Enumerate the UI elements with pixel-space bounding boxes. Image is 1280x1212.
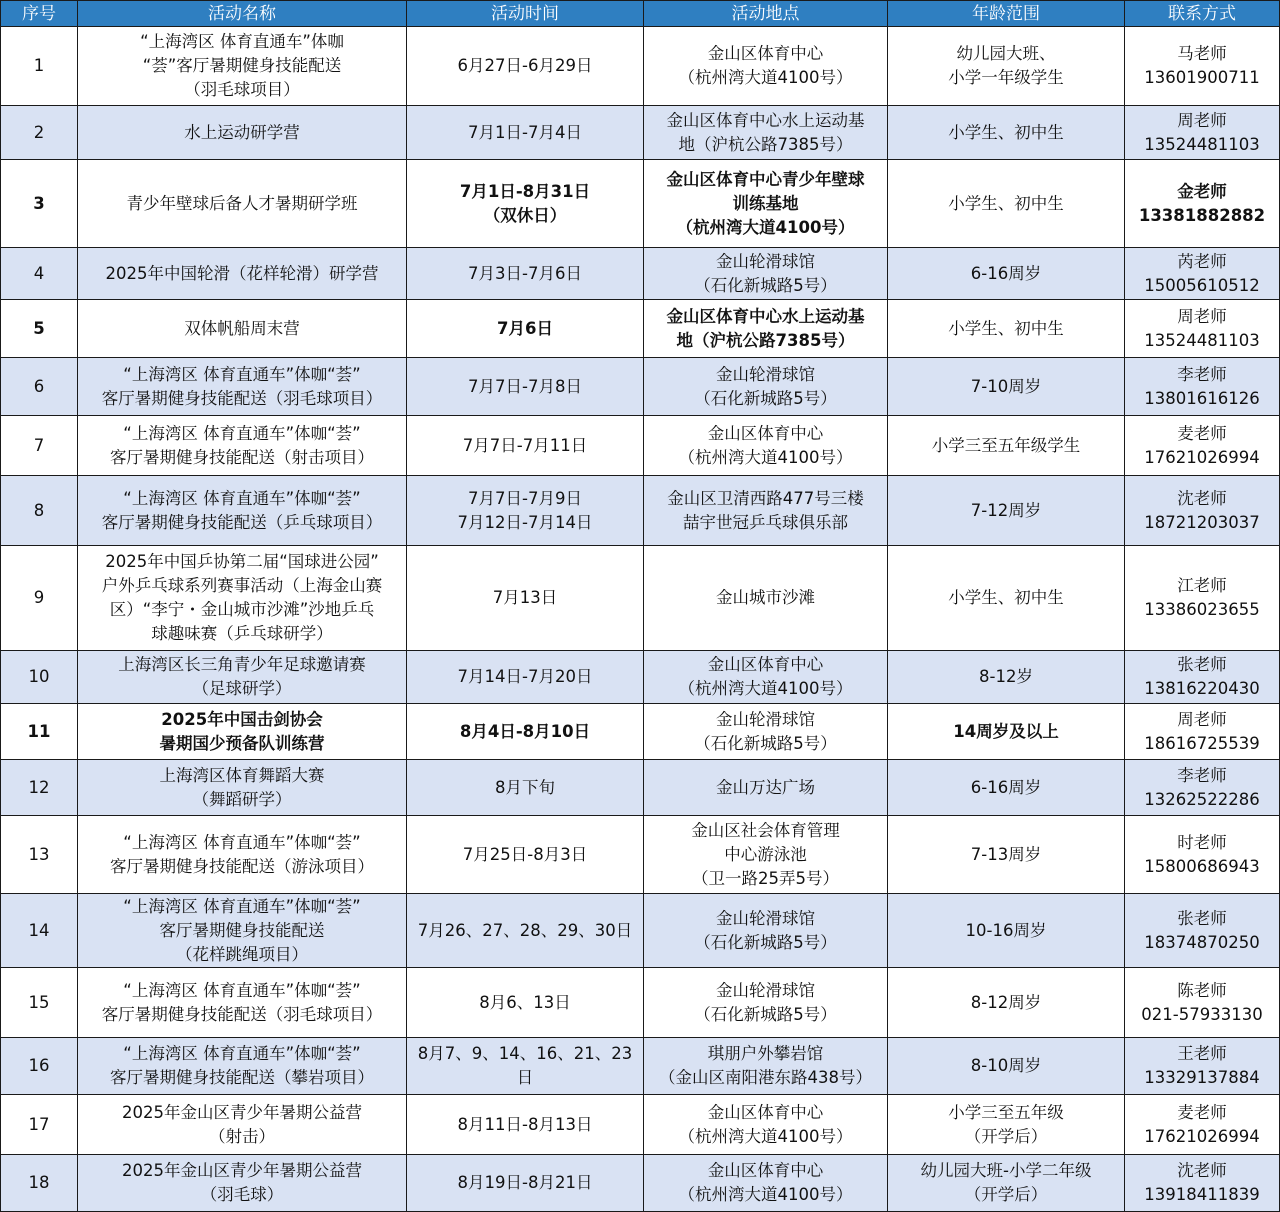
cell-name bbox=[78, 27, 407, 106]
cell-name bbox=[78, 651, 407, 704]
table-row bbox=[1, 358, 1280, 416]
cell-age bbox=[888, 1038, 1125, 1095]
cell-line: 金山轮滑球馆 bbox=[716, 908, 815, 928]
cell-place bbox=[644, 160, 888, 248]
cell-line: 金山城市沙滩 bbox=[716, 588, 815, 607]
cell-no: 13 bbox=[1, 816, 78, 894]
cell-place bbox=[644, 760, 888, 816]
cell-contact bbox=[1125, 968, 1280, 1038]
table-row bbox=[1, 760, 1280, 816]
cell-line: 金山轮滑球馆 bbox=[716, 364, 815, 384]
cell-line: （足球研学） bbox=[192, 679, 292, 698]
cell-line: 日 bbox=[516, 1068, 534, 1087]
cell-line: 时老师 bbox=[1177, 832, 1227, 852]
cell-line: 13801616126 bbox=[1144, 388, 1260, 408]
cell-line: 13329137884 bbox=[1144, 1068, 1260, 1087]
cell-name bbox=[78, 300, 407, 358]
cell-contact bbox=[1125, 300, 1280, 358]
cell-line: 13918411839 bbox=[1144, 1185, 1260, 1204]
cell-line: 训练基地 bbox=[732, 193, 799, 213]
cell-time bbox=[407, 546, 644, 651]
cell-place bbox=[644, 300, 888, 358]
cell-contact bbox=[1125, 1155, 1280, 1212]
cell-line: （羽毛球项目） bbox=[184, 80, 300, 99]
cell-line: 小学生、初中生 bbox=[948, 122, 1064, 142]
cell-line: 客厅暑期健身技能配送（羽毛球项目） bbox=[101, 1004, 383, 1024]
table-row bbox=[1, 704, 1280, 760]
cell-line: 13262522286 bbox=[1144, 789, 1260, 809]
cell-line: 金山区体育中心水上运动基 bbox=[666, 306, 865, 326]
cell-line: “上海湾区 体育直通车”体咖“荟” bbox=[123, 896, 361, 916]
table-row bbox=[1, 106, 1280, 160]
cell-line: 8月4日-8月10日 bbox=[459, 721, 591, 741]
cell-line: （杭州湾大道4100号） bbox=[678, 679, 853, 698]
cell-contact bbox=[1125, 546, 1280, 651]
cell-name bbox=[78, 968, 407, 1038]
cell-contact bbox=[1125, 1095, 1280, 1155]
cell-place bbox=[644, 651, 888, 704]
cell-line: （花样跳绳项目） bbox=[176, 944, 308, 964]
cell-place bbox=[644, 1155, 888, 1212]
cell-time bbox=[407, 760, 644, 816]
cell-contact bbox=[1125, 651, 1280, 704]
cell-line: 7月14日-7月20日 bbox=[457, 667, 593, 686]
cell-line: 金山区卫清西路477号三楼 bbox=[667, 488, 864, 508]
cell-time bbox=[407, 416, 644, 476]
cell-line: 8月19日-8月21日 bbox=[457, 1173, 593, 1192]
cell-line: 小学三至五年级 bbox=[948, 1102, 1064, 1122]
cell-time bbox=[407, 1155, 644, 1212]
cell-time bbox=[407, 1095, 644, 1155]
cell-place bbox=[644, 968, 888, 1038]
cell-line: 7月13日 bbox=[492, 588, 558, 607]
col-header-age: 年龄范围 bbox=[888, 1, 1125, 27]
cell-name bbox=[78, 546, 407, 651]
cell-line: 13386023655 bbox=[1144, 600, 1260, 619]
table-row bbox=[1, 160, 1280, 248]
cell-line: （杭州湾大道4100号） bbox=[678, 68, 853, 87]
cell-line: 水上运动研学营 bbox=[184, 122, 300, 142]
cell-name bbox=[78, 1038, 407, 1095]
cell-place bbox=[644, 106, 888, 160]
cell-line: 陈老师 bbox=[1177, 980, 1227, 1000]
cell-contact bbox=[1125, 358, 1280, 416]
cell-line: 客厅暑期健身技能配送 bbox=[159, 920, 325, 940]
cell-place bbox=[644, 894, 888, 968]
cell-line: 客厅暑期健身技能配送（乒乓球项目） bbox=[101, 512, 383, 532]
cell-time bbox=[407, 300, 644, 358]
cell-line: 金山区体育中心青少年壁球 bbox=[666, 169, 865, 189]
cell-line: （石化新城路5号） bbox=[694, 733, 837, 753]
cell-line: “上海湾区 体育直通车”体咖“荟” bbox=[123, 488, 361, 508]
cell-no: 1 bbox=[1, 27, 78, 106]
cell-line: 7月6日 bbox=[497, 318, 553, 338]
cell-time bbox=[407, 27, 644, 106]
cell-contact bbox=[1125, 816, 1280, 894]
cell-no: 9 bbox=[1, 546, 78, 651]
cell-line: 2025年中国轮滑（花样轮滑）研学营 bbox=[105, 263, 379, 283]
col-header-place: 活动地点 bbox=[644, 1, 888, 27]
cell-time bbox=[407, 704, 644, 760]
table-row bbox=[1, 248, 1280, 300]
cell-place bbox=[644, 358, 888, 416]
cell-line: 金山区社会体育管理 bbox=[691, 820, 840, 840]
cell-line: 马老师 bbox=[1177, 44, 1227, 63]
cell-line: “上海湾区 体育直通车”体咖 bbox=[140, 32, 344, 51]
cell-line: 2025年中国击剑协会 bbox=[161, 709, 323, 729]
cell-no: 10 bbox=[1, 651, 78, 704]
cell-place bbox=[644, 546, 888, 651]
cell-line: 麦老师 bbox=[1177, 1102, 1227, 1122]
table-row bbox=[1, 1095, 1280, 1155]
cell-line: 周老师 bbox=[1177, 709, 1227, 729]
cell-age bbox=[888, 416, 1125, 476]
cell-place bbox=[644, 704, 888, 760]
cell-line: 2025年中国乒协第二届“国球进公园” bbox=[105, 552, 379, 571]
cell-line: 沈老师 bbox=[1177, 1161, 1227, 1180]
table-row bbox=[1, 894, 1280, 968]
cell-line: 金山区体育中心 bbox=[707, 655, 824, 674]
cell-line: 金山万达广场 bbox=[716, 777, 815, 797]
cell-line: 8月6、13日 bbox=[479, 992, 571, 1012]
cell-name bbox=[78, 894, 407, 968]
cell-line: （石化新城路5号） bbox=[694, 1004, 837, 1024]
cell-time bbox=[407, 248, 644, 300]
cell-name bbox=[78, 416, 407, 476]
cell-line: （石化新城路5号） bbox=[694, 388, 837, 408]
cell-line: 7月26、27、28、29、30日 bbox=[417, 920, 633, 940]
cell-age bbox=[888, 358, 1125, 416]
cell-line: （金山区南阳港东路438号） bbox=[659, 1068, 872, 1087]
cell-no: 15 bbox=[1, 968, 78, 1038]
cell-place bbox=[644, 416, 888, 476]
cell-time bbox=[407, 106, 644, 160]
cell-line: 芮老师 bbox=[1177, 251, 1227, 271]
cell-line: （杭州湾大道4100号） bbox=[678, 1126, 853, 1146]
cell-line: 8-12周岁 bbox=[970, 992, 1042, 1012]
cell-age bbox=[888, 106, 1125, 160]
cell-line: 021-57933130 bbox=[1141, 1004, 1263, 1024]
table-row bbox=[1, 546, 1280, 651]
cell-name bbox=[78, 1155, 407, 1212]
cell-no: 18 bbox=[1, 1155, 78, 1212]
cell-line: 13381882882 bbox=[1138, 205, 1266, 225]
cell-line: “上海湾区 体育直通车”体咖“荟” bbox=[123, 1044, 361, 1063]
cell-contact bbox=[1125, 416, 1280, 476]
cell-line: 8月11日-8月13日 bbox=[457, 1114, 593, 1134]
cell-no: 16 bbox=[1, 1038, 78, 1095]
cell-line: （杭州湾大道4100号） bbox=[678, 447, 853, 467]
cell-place bbox=[644, 1095, 888, 1155]
cell-age bbox=[888, 894, 1125, 968]
cell-line: 金山区体育中心 bbox=[707, 1161, 824, 1180]
cell-line: 江老师 bbox=[1177, 576, 1227, 595]
cell-line: （开学后） bbox=[964, 1126, 1048, 1146]
cell-contact bbox=[1125, 248, 1280, 300]
cell-line: 6-16周岁 bbox=[970, 777, 1042, 797]
cell-no: 7 bbox=[1, 416, 78, 476]
cell-line: 李老师 bbox=[1177, 364, 1227, 384]
cell-place bbox=[644, 248, 888, 300]
cell-line: 金山区体育中心水上运动基 bbox=[666, 110, 865, 130]
cell-name bbox=[78, 358, 407, 416]
cell-no: 14 bbox=[1, 894, 78, 968]
cell-age bbox=[888, 300, 1125, 358]
cell-line: 区）“李宁・金山城市沙滩”沙地乒乓 bbox=[109, 600, 375, 619]
cell-line: 张老师 bbox=[1177, 655, 1227, 674]
cell-line: 2025年金山区青少年暑期公益营 bbox=[122, 1102, 362, 1122]
col-header-contact: 联系方式 bbox=[1125, 1, 1280, 27]
cell-line: 10-16周岁 bbox=[965, 920, 1047, 940]
cell-line: 7月25日-8月3日 bbox=[462, 844, 588, 864]
cell-line: 2025年金山区青少年暑期公益营 bbox=[122, 1161, 362, 1180]
cell-line: （开学后） bbox=[964, 1185, 1048, 1204]
cell-line: 周老师 bbox=[1177, 110, 1227, 130]
cell-line: 金老师 bbox=[1177, 181, 1227, 201]
cell-line: 8-10周岁 bbox=[970, 1056, 1042, 1075]
cell-line: 13524481103 bbox=[1144, 330, 1260, 350]
cell-line: 7月7日-7月8日 bbox=[468, 376, 582, 396]
cell-name bbox=[78, 476, 407, 546]
cell-line: （双休日） bbox=[483, 205, 567, 225]
cell-age bbox=[888, 476, 1125, 546]
cell-line: 青少年壁球后备人才暑期研学班 bbox=[126, 193, 358, 213]
cell-age bbox=[888, 704, 1125, 760]
cell-time bbox=[407, 160, 644, 248]
cell-line: 金山轮滑球馆 bbox=[716, 980, 815, 1000]
cell-line: （卫一路25弄5号） bbox=[692, 868, 839, 888]
cell-time bbox=[407, 1038, 644, 1095]
cell-line: （石化新城路5号） bbox=[694, 275, 837, 295]
cell-time bbox=[407, 816, 644, 894]
cell-contact bbox=[1125, 106, 1280, 160]
cell-name bbox=[78, 760, 407, 816]
cell-place bbox=[644, 1038, 888, 1095]
cell-line: 7月3日-7月6日 bbox=[468, 263, 582, 283]
cell-time bbox=[407, 894, 644, 968]
cell-line: 18374870250 bbox=[1144, 932, 1260, 952]
cell-line: “上海湾区 体育直通车”体咖“荟” bbox=[123, 364, 361, 384]
cell-age bbox=[888, 160, 1125, 248]
cell-line: 客厅暑期健身技能配送（攀岩项目） bbox=[110, 1068, 374, 1087]
cell-line: 7-10周岁 bbox=[970, 376, 1042, 396]
cell-line: 17621026994 bbox=[1144, 447, 1260, 467]
cell-age bbox=[888, 968, 1125, 1038]
cell-line: 金山区体育中心 bbox=[707, 44, 824, 63]
cell-line: 小学生、初中生 bbox=[948, 588, 1064, 607]
col-header-no: 序号 bbox=[1, 1, 78, 27]
cell-name bbox=[78, 816, 407, 894]
cell-line: 8月下旬 bbox=[495, 777, 555, 797]
cell-line: “上海湾区 体育直通车”体咖“荟” bbox=[123, 832, 361, 852]
cell-line: 幼儿园大班、 bbox=[956, 44, 1056, 63]
cell-name bbox=[78, 1095, 407, 1155]
cell-age bbox=[888, 546, 1125, 651]
cell-line: 金山区体育中心 bbox=[707, 423, 824, 443]
cell-time bbox=[407, 968, 644, 1038]
cell-line: “上海湾区 体育直通车”体咖“荟” bbox=[123, 423, 361, 443]
cell-contact bbox=[1125, 1038, 1280, 1095]
cell-line: 小学生、初中生 bbox=[948, 193, 1064, 213]
cell-place bbox=[644, 27, 888, 106]
cell-place bbox=[644, 816, 888, 894]
cell-name bbox=[78, 704, 407, 760]
cell-line: 李老师 bbox=[1177, 765, 1227, 785]
cell-age bbox=[888, 1095, 1125, 1155]
cell-contact bbox=[1125, 760, 1280, 816]
cell-no: 6 bbox=[1, 358, 78, 416]
cell-line: “荟”客厅暑期健身技能配送 bbox=[142, 56, 342, 75]
cell-time bbox=[407, 651, 644, 704]
cell-contact bbox=[1125, 704, 1280, 760]
cell-line: 7-12周岁 bbox=[970, 500, 1042, 520]
cell-line: （射击） bbox=[209, 1126, 275, 1146]
cell-line: 15005610512 bbox=[1144, 275, 1260, 295]
cell-line: （羽毛球） bbox=[200, 1185, 284, 1204]
cell-contact bbox=[1125, 476, 1280, 546]
cell-line: （杭州湾大道4100号） bbox=[678, 1185, 853, 1204]
cell-line: 8-12岁 bbox=[979, 667, 1033, 686]
cell-line: 地（沪杭公路7385号） bbox=[676, 330, 855, 350]
cell-line: 地（沪杭公路7385号） bbox=[678, 134, 853, 154]
table-row bbox=[1, 816, 1280, 894]
table-row bbox=[1, 968, 1280, 1038]
cell-no: 11 bbox=[1, 704, 78, 760]
cell-name bbox=[78, 248, 407, 300]
cell-no: 4 bbox=[1, 248, 78, 300]
table-row bbox=[1, 1155, 1280, 1212]
cell-line: 18721203037 bbox=[1144, 512, 1260, 532]
table-row bbox=[1, 476, 1280, 546]
cell-line: 13816220430 bbox=[1144, 679, 1260, 698]
cell-line: 金山轮滑球馆 bbox=[716, 709, 815, 729]
cell-line: 7月7日-7月9日 bbox=[468, 488, 582, 508]
table-row bbox=[1, 300, 1280, 358]
cell-no: 17 bbox=[1, 1095, 78, 1155]
cell-line: 客厅暑期健身技能配送（射击项目） bbox=[110, 447, 374, 467]
cell-line: （舞蹈研学） bbox=[192, 789, 292, 809]
cell-line: 7月1日-8月31日 bbox=[459, 181, 591, 201]
cell-line: “上海湾区 体育直通车”体咖“荟” bbox=[123, 980, 361, 1000]
cell-time bbox=[407, 358, 644, 416]
cell-name bbox=[78, 106, 407, 160]
cell-line: 小学三至五年级学生 bbox=[931, 435, 1081, 455]
cell-line: 17621026994 bbox=[1144, 1126, 1260, 1146]
cell-line: 小学一年级学生 bbox=[948, 68, 1064, 87]
cell-line: 幼儿园大班-小学二年级 bbox=[920, 1161, 1092, 1180]
cell-line: 麦老师 bbox=[1177, 423, 1227, 443]
cell-line: 7月1日-7月4日 bbox=[468, 122, 582, 142]
cell-no: 8 bbox=[1, 476, 78, 546]
cell-line: 上海湾区体育舞蹈大赛 bbox=[159, 765, 325, 785]
cell-line: 琪朋户外攀岩馆 bbox=[707, 1044, 824, 1063]
cell-age bbox=[888, 760, 1125, 816]
cell-line: 张老师 bbox=[1177, 908, 1227, 928]
cell-line: 客厅暑期健身技能配送（羽毛球项目） bbox=[101, 388, 383, 408]
cell-no: 12 bbox=[1, 760, 78, 816]
cell-place bbox=[644, 476, 888, 546]
cell-no: 2 bbox=[1, 106, 78, 160]
col-header-time: 活动时间 bbox=[407, 1, 644, 27]
cell-line: 喆宇世冠乒乓球俱乐部 bbox=[683, 512, 848, 532]
cell-line: （杭州湾大道4100号） bbox=[676, 217, 855, 237]
cell-line: 户外乒乓球系列赛事活动（上海金山赛 bbox=[101, 576, 383, 595]
cell-no: 5 bbox=[1, 300, 78, 358]
cell-line: 客厅暑期健身技能配送（游泳项目） bbox=[110, 856, 374, 876]
table-row bbox=[1, 416, 1280, 476]
cell-no: 3 bbox=[1, 160, 78, 248]
cell-line: 13601900711 bbox=[1144, 68, 1260, 87]
cell-line: 中心游泳池 bbox=[724, 844, 807, 864]
cell-age bbox=[888, 27, 1125, 106]
cell-age bbox=[888, 248, 1125, 300]
table-body bbox=[1, 27, 1280, 1212]
cell-line: 球趣味赛（乒乓球研学） bbox=[151, 624, 333, 643]
cell-line: 15800686943 bbox=[1144, 856, 1260, 876]
cell-name bbox=[78, 160, 407, 248]
cell-age bbox=[888, 651, 1125, 704]
cell-contact bbox=[1125, 27, 1280, 106]
cell-time bbox=[407, 476, 644, 546]
cell-line: 上海湾区长三角青少年足球邀请赛 bbox=[118, 655, 366, 674]
table-row bbox=[1, 27, 1280, 106]
cell-line: 金山轮滑球馆 bbox=[716, 251, 815, 271]
table-row bbox=[1, 651, 1280, 704]
table-header-row bbox=[1, 1, 1280, 27]
cell-line: 沈老师 bbox=[1177, 488, 1227, 508]
cell-line: 7-13周岁 bbox=[970, 844, 1042, 864]
cell-contact bbox=[1125, 894, 1280, 968]
cell-line: 周老师 bbox=[1177, 306, 1227, 326]
cell-line: 双体帆船周末营 bbox=[184, 318, 300, 338]
cell-line: 18616725539 bbox=[1144, 733, 1260, 753]
cell-contact bbox=[1125, 160, 1280, 248]
cell-line: 13524481103 bbox=[1144, 134, 1260, 154]
cell-line: 7月7日-7月11日 bbox=[462, 435, 588, 455]
cell-line: （石化新城路5号） bbox=[694, 932, 837, 952]
cell-line: 暑期国少预备队训练营 bbox=[159, 733, 325, 753]
cell-line: 8月7、9、14、16、21、23 bbox=[417, 1044, 633, 1063]
cell-age bbox=[888, 816, 1125, 894]
cell-line: 7月12日-7月14日 bbox=[457, 512, 593, 532]
cell-line: 6-16周岁 bbox=[970, 263, 1042, 283]
cell-line: 6月27日-6月29日 bbox=[457, 56, 593, 75]
col-header-name: 活动名称 bbox=[78, 1, 407, 27]
cell-line: 王老师 bbox=[1177, 1044, 1227, 1063]
cell-age bbox=[888, 1155, 1125, 1212]
table-row bbox=[1, 1038, 1280, 1095]
cell-line: 小学生、初中生 bbox=[948, 318, 1064, 338]
cell-line: 14周岁及以上 bbox=[953, 721, 1059, 741]
cell-line: 金山区体育中心 bbox=[707, 1102, 824, 1122]
